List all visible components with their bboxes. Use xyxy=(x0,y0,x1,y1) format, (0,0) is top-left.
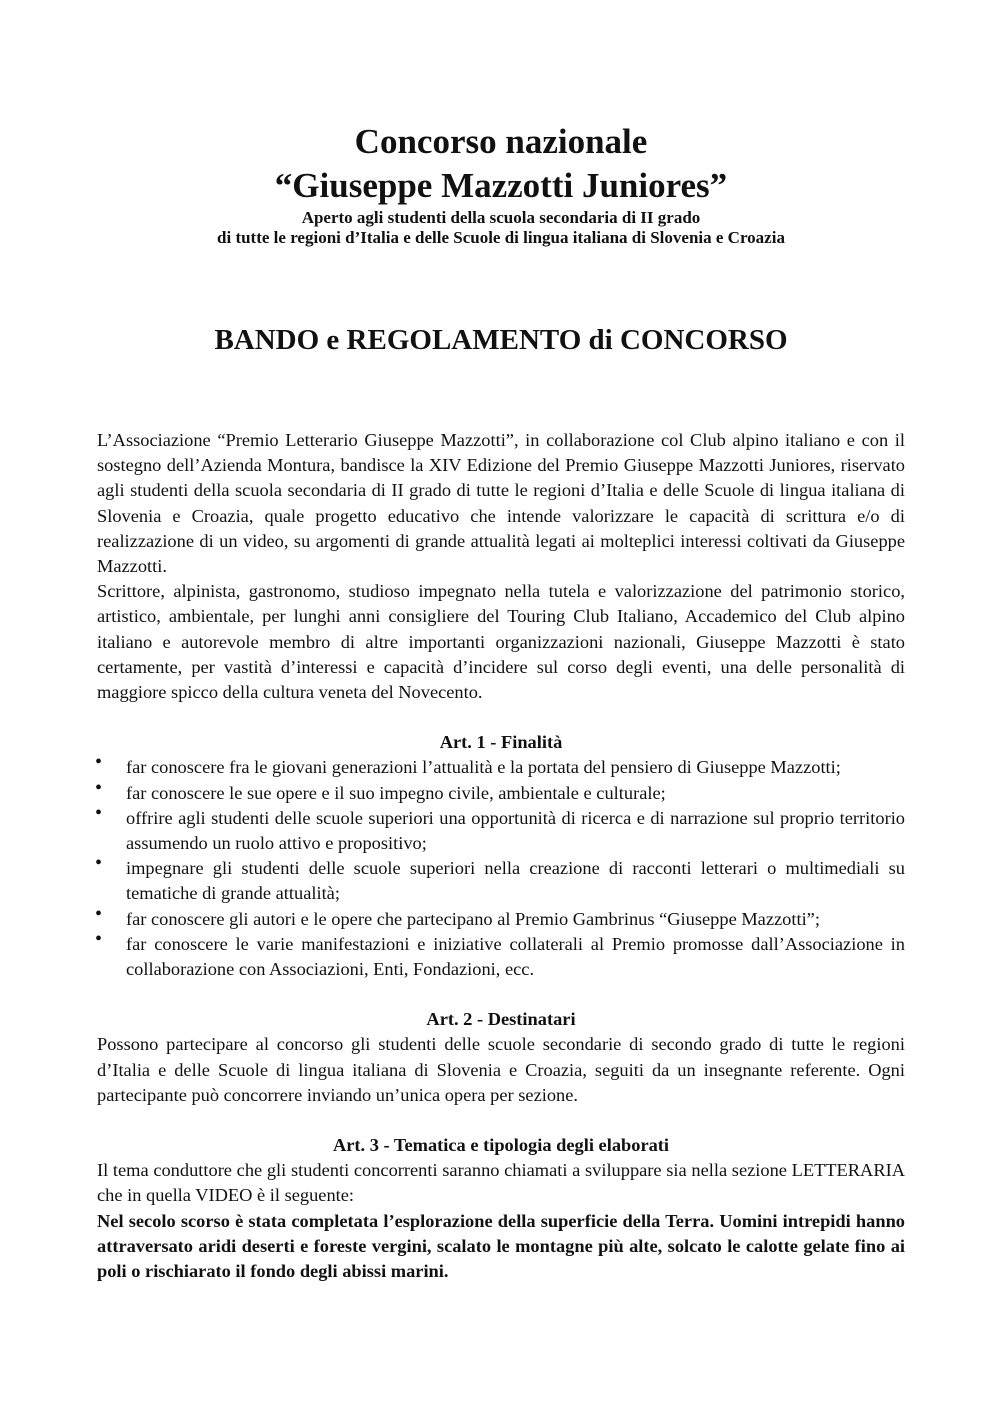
intro-paragraph-1: L’Associazione “Premio Letterario Giuseppe Mazzotti”, in collaborazione col Club alpino italiano e con il sostegno dell’Azienda Montura, bandisce la XIV Edizione del Premio Giuseppe Mazzotti Juniores, riservato agli studenti della scuola secondaria di II grado di tutte le regioni d’Italia e delle Scuole di lingua italiana di Slovenia e Croazia, quale progetto educativo che intende valorizzare le capacità di scrittura e/o di realizzazione di un video, su argomenti di grande attualità legati ai molteplici interessi coltivati da Giuseppe Mazzotti. xyxy=(97,430,905,577)
list-item xyxy=(95,927,905,982)
list-item-text: far conoscere fra le giovani generazioni l’attualità e la portata del pensiero di Giuseppe Mazzotti; xyxy=(126,757,841,778)
bullet-icon: • xyxy=(95,751,103,774)
bullet-icon: • xyxy=(95,902,103,925)
list-item-text: far conoscere le varie manifestazioni e iniziative collaterali al Premio promosse dall’Associazione in collaborazione con Associazioni, Enti, Fondazioni, ecc. xyxy=(126,933,905,980)
bullet-icon: • xyxy=(95,927,103,950)
body-text xyxy=(97,428,905,1284)
art3-heading: Art. 3 - Tematica e tipologia degli elaborati xyxy=(332,1135,670,1156)
art3-bold-paragraph: Nel secolo scorso è stata completata l’esplorazione della superficie della Terra. Uomini intrepidi hanno attraversato aridi deserti e foreste vergini, scalato le montagne più alte, solcato le calotte gelate fino ai poli o rischiarato il fondo degli abissi marini. xyxy=(97,1210,905,1282)
art2-paragraph: Possono partecipare al concorso gli studenti delle scuole secondarie di secondo grado di tutte le regioni d’Italia e delle Scuole di lingua italiana di Slovenia e Croazia, seguiti da un insegnante referente. Ogni partecipante può concorrere inviando un’unica opera per sezione. xyxy=(97,1034,905,1105)
list-item xyxy=(95,902,905,932)
intro-paragraph-2: Scrittore, alpinista, gastronomo, studioso impegnato nella tutela e valorizzazione del patrimonio storico, artistico, ambientale, per lunghi anni consigliere del Touring Club Italiano, Accademico del Club alpino italiano e autorevole membro di altre importanti organizzazioni nazionali, Giuseppe Mazzotti è stato certamente, per vastità d’interessi e capacità d’incidere sul corso degli eventi, una delle personalità di maggiore spicco della cultura veneta del Novecento. xyxy=(97,581,905,703)
art1-bullet-list xyxy=(95,751,905,982)
list-item-text: impegnare gli studenti delle scuole superiori nella creazione di racconti letterari o multimediali su tematiche di grande attualità; xyxy=(126,858,905,904)
title-block xyxy=(97,120,905,248)
title-line-2: “Giuseppe Mazzotti Juniores” xyxy=(274,166,728,205)
list-item-text: offrire agli studenti delle scuole superiori una opportunità di ricerca e di narrazione sul proprio territorio assumendo un ruolo attivo e propositivo; xyxy=(126,807,905,854)
subtitle-line-1: Aperto agli studenti della scuola secondaria di II grado xyxy=(301,208,701,227)
list-item xyxy=(95,751,905,780)
art2-heading: Art. 2 - Destinatari xyxy=(426,1009,576,1030)
list-item xyxy=(95,776,905,806)
list-item-text: far conoscere le sue opere e il suo impegno civile, ambientale e culturale; xyxy=(126,782,666,803)
art3-paragraph: Il tema conduttore che gli studenti concorrenti saranno chiamati a sviluppare sia nella sezione LETTERARIA che in quella VIDEO è il seguente: xyxy=(97,1160,905,1206)
bullet-icon: • xyxy=(95,852,103,875)
bando-heading: BANDO e REGOLAMENTO di CONCORSO xyxy=(214,324,788,356)
list-item xyxy=(95,852,905,906)
subtitle-line-2: di tutte le regioni d’Italia e delle Scuole di lingua italiana di Slovenia e Croazia xyxy=(217,228,785,247)
list-item xyxy=(95,801,905,856)
list-item-text: far conoscere gli autori e le opere che partecipano al Premio Gambrinus “Giuseppe Mazzotti”; xyxy=(126,908,820,929)
art1-heading: Art. 1 - Finalità xyxy=(439,732,563,753)
bullet-icon: • xyxy=(95,776,103,799)
bullet-icon: • xyxy=(95,801,103,824)
title-line-1: Concorso nazionale xyxy=(354,122,648,161)
